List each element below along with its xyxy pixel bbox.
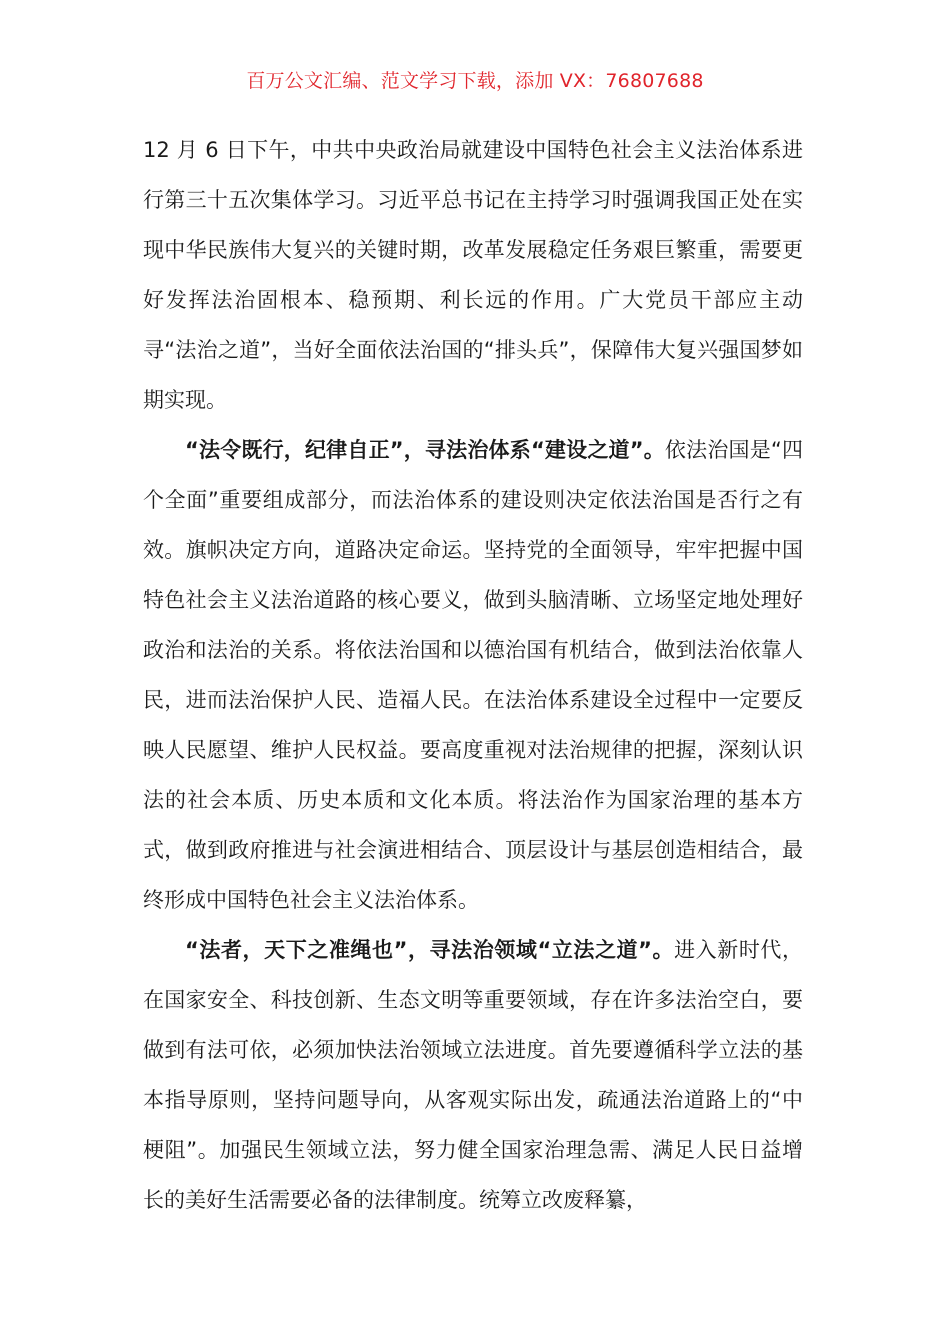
paragraph-intro	[143, 125, 803, 425]
paragraph-construction	[143, 425, 803, 925]
header-note: 百万公文汇编、范文学习下载，添加 VX：76807688	[246, 70, 704, 92]
paragraph-legislation	[143, 925, 803, 1225]
paragraph-text: 依法治国是“四个全面”重要组成部分，而法治体系的建设则决定依法治国是否行之有效。旗帜决定方向，道路决定命运。坚持党的全面领导，牢牢把握中国特色社会主义法治道路的核心要义，做到头脑清晰、立场坚定地处理好政治和法治的关系。将依法治国和以德治国有机结合，做到法治依靠人民，进而法治保护人民、造福人民。在法治体系建设全过程中一定要反映人民愿望、维护人民权益。要高度重视对法治规律的把握，深刻认识法的社会本质、历史本质和文化本质。将法治作为国家治理的基本方式，做到政府推进与社会演进相结合、顶层设计与基层创造相结合，最终形成中国特色社会主义法治体系。	[143, 438, 803, 912]
paragraph-text: 进入新时代，在国家安全、科技创新、生态文明等重要领域，存在许多法治空白，要做到有法可依，必须加快法治领域立法进度。首先要遵循科学立法的基本指导原则，坚持问题导向，从客观实际出发，疏通法治道路上的“中梗阻”。加强民生领域立法，努力健全国家治理急需、满足人民日益增长的美好生活需要必备的法律制度。统筹立改废释纂，	[143, 938, 803, 1212]
document-body	[143, 125, 803, 1225]
paragraph-heading: “法者，天下之准绳也”，寻法治领域“立法之道”。	[185, 938, 675, 962]
paragraph-heading: “法令既行，纪律自正”，寻法治体系“建设之道”。	[185, 438, 665, 462]
paragraph-text: 12 月 6 日下午，中共中央政治局就建设中国特色社会主义法治体系进行第三十五次集体学习。习近平总书记在主持学习时强调我国正处在实现中华民族伟大复兴的关键时期，改革发展稳定任务艰巨繁重，需要更好发挥法治固根本、稳预期、利长远的作用。广大党员干部应主动寻“法治之道”，当好全面依法治国的“排头兵”，保障伟大复兴强国梦如期实现。	[143, 138, 803, 412]
